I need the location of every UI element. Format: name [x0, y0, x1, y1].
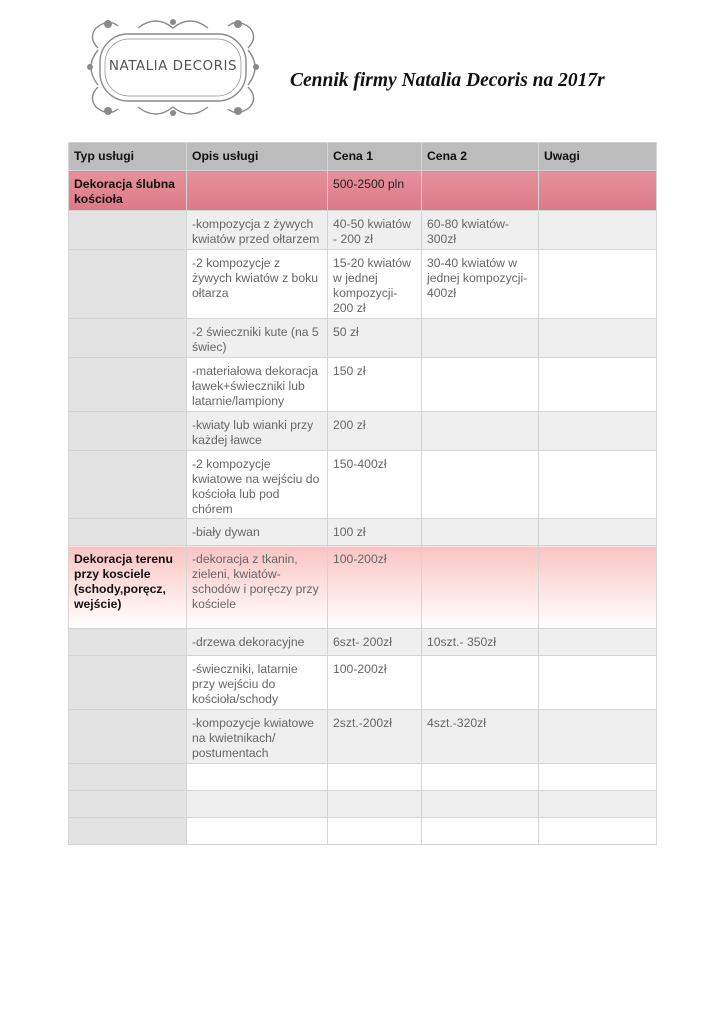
row-price-1	[328, 791, 422, 818]
table-row	[69, 629, 657, 656]
row-note	[539, 358, 657, 412]
row-note	[539, 319, 657, 358]
logo-text: NATALIA DECORIS	[108, 58, 238, 74]
row-price-1: 200 zł	[328, 412, 422, 451]
row-note	[539, 250, 657, 319]
row-price-1: 100-200zł	[328, 656, 422, 710]
row-description	[187, 791, 328, 818]
row-price-2	[422, 818, 539, 845]
row-description	[187, 764, 328, 791]
table-row	[69, 656, 657, 710]
row-price-2	[422, 656, 539, 710]
row-category	[69, 358, 187, 412]
row-price-1: 50 zł	[328, 319, 422, 358]
row-category	[69, 211, 187, 250]
row-category	[69, 764, 187, 791]
row-category	[69, 412, 187, 451]
table-row	[69, 451, 657, 519]
row-description: -2 świeczniki kute (na 5 świec)	[187, 319, 328, 358]
row-description: -kompozycja z żywych kwiatów przed ołtarzem	[187, 211, 328, 250]
table-row	[69, 764, 657, 791]
row-description: -świeczniki, latarnie przy wejściu do kościoła/schody	[187, 656, 328, 710]
row-note	[539, 519, 657, 546]
row-price-2	[422, 358, 539, 412]
table-row	[69, 519, 657, 546]
row-note	[539, 629, 657, 656]
row-description: -2 kompozycje z żywych kwiatów z boku ołtarza	[187, 250, 328, 319]
row-price-2	[422, 546, 539, 629]
header-cena-1: Cena 1	[328, 143, 422, 171]
row-price-2	[422, 319, 539, 358]
row-price-2	[422, 791, 539, 818]
table-row	[69, 710, 657, 764]
row-price-1: 150 zł	[328, 358, 422, 412]
row-category	[69, 519, 187, 546]
row-price-1: 2szt.-200zł	[328, 710, 422, 764]
page-title: Cennik firmy Natalia Decoris na 2017r	[290, 70, 605, 91]
table-row	[69, 211, 657, 250]
row-category	[69, 791, 187, 818]
row-description: -biały dywan	[187, 519, 328, 546]
row-description	[187, 818, 328, 845]
table-row	[69, 171, 657, 211]
row-category	[69, 818, 187, 845]
row-price-1: 6szt- 200zł	[328, 629, 422, 656]
table-row	[69, 546, 657, 629]
header-cena-2: Cena 2	[422, 143, 539, 171]
row-price-1: 100 zł	[328, 519, 422, 546]
logo	[78, 10, 268, 125]
row-price-1: 100-200zł	[328, 546, 422, 629]
row-note	[539, 451, 657, 519]
row-note	[539, 656, 657, 710]
row-price-2: 10szt.- 350zł	[422, 629, 539, 656]
row-price-1: 40-50 kwiatów - 200 zł	[328, 211, 422, 250]
row-price-2	[422, 412, 539, 451]
row-price-1: 500-2500 pln	[328, 171, 422, 211]
row-price-2: 60-80 kwiatów-300zł	[422, 211, 539, 250]
table-row	[69, 791, 657, 818]
row-category	[69, 319, 187, 358]
row-note	[539, 171, 657, 211]
header-opis-uslugi: Opis usługi	[187, 143, 328, 171]
row-category	[69, 629, 187, 656]
row-category	[69, 250, 187, 319]
row-description: -kwiaty lub wianki przy każdej ławce	[187, 412, 328, 451]
row-category	[69, 451, 187, 519]
row-note	[539, 818, 657, 845]
price-table	[68, 142, 657, 845]
row-price-2	[422, 764, 539, 791]
row-description: -2 kompozycje kwiatowe na wejściu do kościoła lub pod chórem	[187, 451, 328, 519]
row-note	[539, 546, 657, 629]
row-note	[539, 412, 657, 451]
row-note	[539, 710, 657, 764]
row-price-2	[422, 451, 539, 519]
row-price-2	[422, 519, 539, 546]
row-price-1	[328, 818, 422, 845]
row-category	[69, 710, 187, 764]
row-category: Dekoracja ślubna kościoła	[69, 171, 187, 211]
row-price-2: 30-40 kwiatów w jednej kompozycji- 400zł	[422, 250, 539, 319]
row-note	[539, 764, 657, 791]
table-row	[69, 319, 657, 358]
table-header-row	[69, 143, 657, 171]
row-description	[187, 171, 328, 211]
table-row	[69, 250, 657, 319]
table-row	[69, 818, 657, 845]
row-description: -kompozycje kwiatowe na kwietnikach/ postumentach	[187, 710, 328, 764]
table-row	[69, 358, 657, 412]
row-note	[539, 211, 657, 250]
row-description: -materiałowa dekoracja ławek+świeczniki lub latarnie/lampiony	[187, 358, 328, 412]
row-price-2: 4szt.-320zł	[422, 710, 539, 764]
row-price-1: 15-20 kwiatów w jednej kompozycji- 200 zł	[328, 250, 422, 319]
row-description: -drzewa dekoracyjne	[187, 629, 328, 656]
row-price-1: 150-400zł	[328, 451, 422, 519]
header-uwagi: Uwagi	[539, 143, 657, 171]
row-description: -dekoracja z tkanin, zieleni, kwiatów- schodów i poręczy przy kościele	[187, 546, 328, 629]
row-category: Dekoracja terenu przy kosciele (schody,poręcz, wejście)	[69, 546, 187, 629]
row-note	[539, 791, 657, 818]
header-typ-uslugi: Typ usługi	[69, 143, 187, 171]
row-price-1	[328, 764, 422, 791]
row-price-2	[422, 171, 539, 211]
table-row	[69, 412, 657, 451]
row-category	[69, 656, 187, 710]
